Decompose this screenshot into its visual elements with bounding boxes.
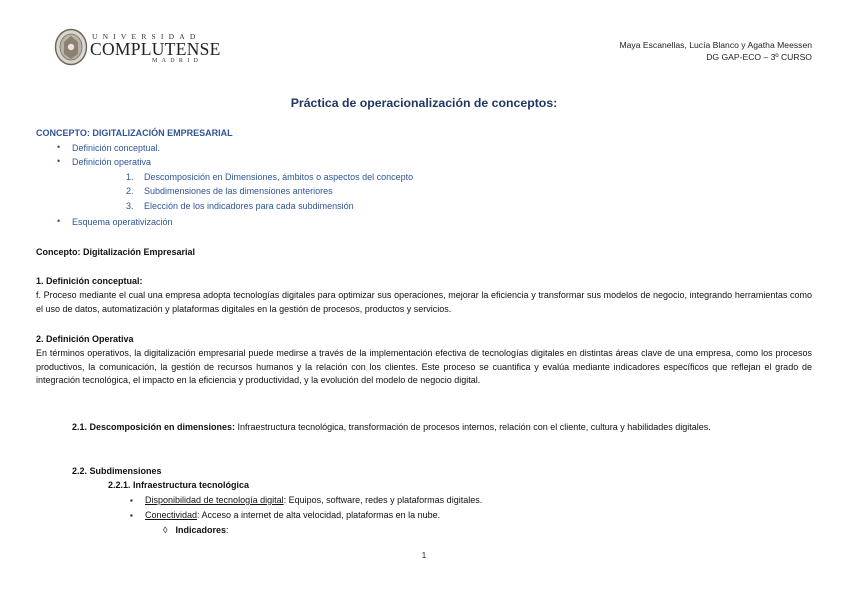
bullet-text: : Acceso a internet de alta velocidad, plataformas en la nube. — [197, 510, 441, 520]
bullet-text: : Equipos, software, redes y plataformas digitales. — [283, 495, 483, 505]
section21-text: Infraestructura tecnológica, transformación de procesos internos, relación con el cliente, cultura y habilidades digitales. — [235, 422, 711, 432]
outline-sub-item — [126, 172, 414, 182]
indicators-line — [163, 524, 228, 537]
authors-line: Maya Escanellas, Lucía Blanco y Agatha Meessen — [619, 40, 812, 50]
outline-sub-num: 1. — [126, 172, 134, 182]
bullet-label: Disponibilidad de tecnología digital — [145, 495, 284, 505]
subdimension-bullet — [145, 494, 482, 507]
outline-item-operativa: • Definición operativa — [72, 157, 151, 167]
indicators-colon: : — [225, 525, 229, 535]
section2-heading: 2. Definición Operativa — [36, 334, 134, 344]
outline-sub-item — [126, 186, 333, 196]
bullet-label: Conectividad — [145, 510, 198, 520]
section2-text: En términos operativos, la digitalización empresarial puede medirse a través de la implementación efectiva de tecnologías digitales en distintas áreas clave de una empresa, como los procesos productivos, la comunicación, la gestión de recursos humanos y la relación con los clientes. Este proceso se cuantifica y evalúa mediante indicadores específicos que reflejan el grado de integración tecnológica, el impacto en la eficiencia y productividad, y la evolución del modelo de negocio digital. — [36, 348, 812, 385]
subdimension-bullet — [145, 509, 440, 522]
outline-sub-text: Descomposición en Dimensiones, ámbitos o aspectos del concepto — [144, 172, 414, 182]
logo-madrid: MADRID — [152, 58, 203, 64]
document-title: Práctica de operacionalización de conceptos: — [290, 96, 558, 110]
outline-sub-text: Elección de los indicadores para cada subdimensión — [144, 201, 354, 211]
logo-universidad: UNIVERSIDAD — [92, 32, 201, 41]
concept-line: Concepto: Digitalización Empresarial — [36, 247, 196, 257]
header-authors-block — [619, 39, 812, 63]
section1-text: f. Proceso mediante el cual una empresa adopta tecnologías digitales para optimizar sus operaciones, mejorar la eficiencia y transformar sus modelos de negocio, integrando herramientas como el uso de datos, automatización y plataformas digitales en la gestión de procesos, productos y servicios. — [36, 290, 812, 314]
outline-sub-num: 2. — [126, 186, 134, 196]
outline-sub-text: Subdimensiones de las dimensiones anteriores — [144, 186, 333, 196]
outline-item-conceptual: • Definición conceptual. — [72, 143, 160, 153]
logo-complutense: COMPLUTENSE — [90, 39, 221, 59]
section1-heading: 1. Definición conceptual: — [36, 276, 143, 286]
indicators-label: Indicadores — [175, 525, 226, 535]
section21-label: 2.1. Descomposición en dimensiones: — [72, 422, 236, 432]
course-line: DG GAP-ECO – 3º CURSO — [706, 52, 812, 62]
section22-heading: 2.2. Subdimensiones — [72, 466, 162, 476]
diamond-bullet-icon: ◊ — [163, 525, 168, 535]
outline-sub-item — [126, 201, 354, 211]
page-number: 1 — [421, 551, 427, 560]
section21-paragraph — [72, 421, 812, 435]
section221-heading: 2.2.1. Infraestructura tecnológica — [108, 480, 250, 490]
outline-sub-num: 3. — [126, 201, 134, 211]
university-logo — [54, 28, 221, 70]
concept-heading: CONCEPTO: DIGITALIZACIÓN EMPRESARIAL — [36, 128, 233, 138]
university-seal-icon — [54, 28, 88, 66]
outline-item-esquema: • Esquema operativización — [72, 217, 173, 227]
